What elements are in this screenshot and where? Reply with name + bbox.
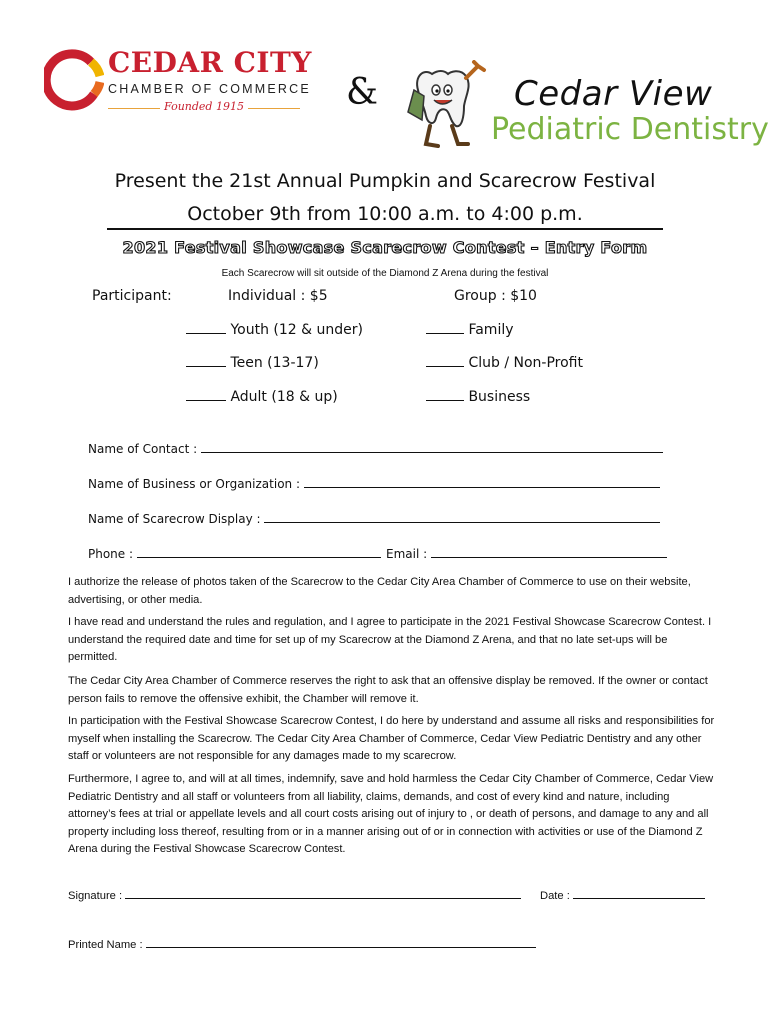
participant-label: Participant: [92, 288, 172, 304]
display-name-field[interactable] [264, 522, 660, 523]
business-name-row [88, 477, 660, 491]
printed-name-field[interactable] [146, 947, 536, 948]
offensive-display-paragraph: The Cedar City Area Chamber of Commerce reserves the right to ask that an offensive display be removed. If the owner or contact person fails to remove the offensive exhibit, the Chamber will remove it. [68, 675, 708, 705]
email-field[interactable] [431, 557, 667, 558]
option-family[interactable]: Family [426, 322, 514, 338]
arena-note: Each Scarecrow will sit outside of the Diamond Z Arena during the festival [221, 268, 549, 279]
date-label: Date : [540, 890, 570, 902]
phone-label: Phone : [88, 547, 134, 561]
date-field[interactable] [573, 898, 705, 899]
checkbox-line[interactable] [186, 333, 226, 334]
printed-name-label: Printed Name : [68, 939, 143, 951]
chamber-founded: Founded 1915 [164, 100, 244, 113]
contact-name-field[interactable] [201, 452, 663, 453]
checkbox-line[interactable] [426, 333, 464, 334]
phone-row [88, 547, 381, 561]
event-title: Present the 21st Annual Pumpkin and Scarecrow Festival [114, 170, 656, 192]
checkbox-line[interactable] [426, 366, 464, 367]
checkbox-line[interactable] [426, 400, 464, 401]
contact-name-row [88, 442, 663, 456]
date-row [540, 890, 705, 902]
group-header: Group : $10 [454, 288, 537, 304]
email-row [386, 547, 667, 561]
rules-paragraph: I have read and understand the rules and regulation, and I agree to participate in the 2021 Festival Showcase Scarecrow Contest. I understand the required date and time for set up of my Scarecrow at the Diamond Z Arena, and that no late set-ups will be permitted. [68, 616, 712, 663]
business-name-label: Name of Business or Organization : [88, 477, 300, 491]
printed-name-row [68, 939, 536, 951]
risk-paragraph: In participation with the Festival Showcase Scarecrow Contest, I do here by understand and assume all risks and responsibilities for myself when installing the Scarecrow. The Cedar City Area Chamber of Commerce, Cedar View Pediatric Dentistry and any other staff or volunteers are not responsible for any damages made to my scarecrow. [68, 715, 715, 762]
title-underline [107, 228, 663, 230]
business-name-field[interactable] [304, 487, 660, 488]
dentistry-subtitle: Pediatric Dentistry [491, 112, 769, 147]
ampersand: & [346, 72, 379, 113]
contact-name-label: Name of Contact : [88, 442, 198, 456]
chamber-subtitle: CHAMBER OF COMMERCE [108, 82, 311, 96]
signature-row [68, 890, 521, 902]
dentistry-name: Cedar View [514, 74, 713, 114]
form-title: 2021 Festival Showcase Scarecrow Contest – Entry Form [122, 238, 648, 257]
phone-field[interactable] [137, 557, 381, 558]
option-adult[interactable]: Adult (18 & up) [186, 389, 338, 405]
option-club[interactable]: Club / Non-Profit [426, 355, 583, 371]
tooth-mascot-icon [404, 60, 496, 156]
option-business[interactable]: Business [426, 389, 530, 405]
display-name-label: Name of Scarecrow Display : [88, 512, 261, 526]
checkbox-line[interactable] [186, 366, 226, 367]
signature-field[interactable] [125, 898, 521, 899]
chamber-name: CEDAR CITY [108, 46, 312, 79]
indemnify-paragraph: Furthermore, I agree to, and will at all times, indemnify, save and hold harmless the Cedar City Chamber of Commerce, Cedar View Pediatric Dentistry and all staff or volunteers from all liability, claims, demands, and cost of every kind and nature, including attorney’s fees at trial or appellate levels and all court costs arising out of injury to , or death of persons, and damage to any and all property including loss thereof, resulting from or in a manner arising out of or in connection with activities or use of the Diamond Z Arena during the Festival Showcase Scarecrow Contest. [68, 773, 714, 855]
email-label: Email : [386, 547, 428, 561]
option-teen[interactable]: Teen (13-17) [186, 355, 319, 371]
checkbox-line[interactable] [186, 400, 226, 401]
chamber-logo-icon [44, 48, 104, 112]
individual-header: Individual : $5 [228, 288, 328, 304]
option-youth[interactable]: Youth (12 & under) [186, 322, 363, 338]
release-paragraph: I authorize the release of photos taken of the Scarecrow to the Cedar City Area Chamber of Commerce to use on their website, advertising, or other media. [68, 576, 691, 606]
signature-label: Signature : [68, 890, 123, 902]
display-name-row [88, 512, 660, 526]
event-date: October 9th from 10:00 a.m. to 4:00 p.m. [187, 203, 583, 225]
